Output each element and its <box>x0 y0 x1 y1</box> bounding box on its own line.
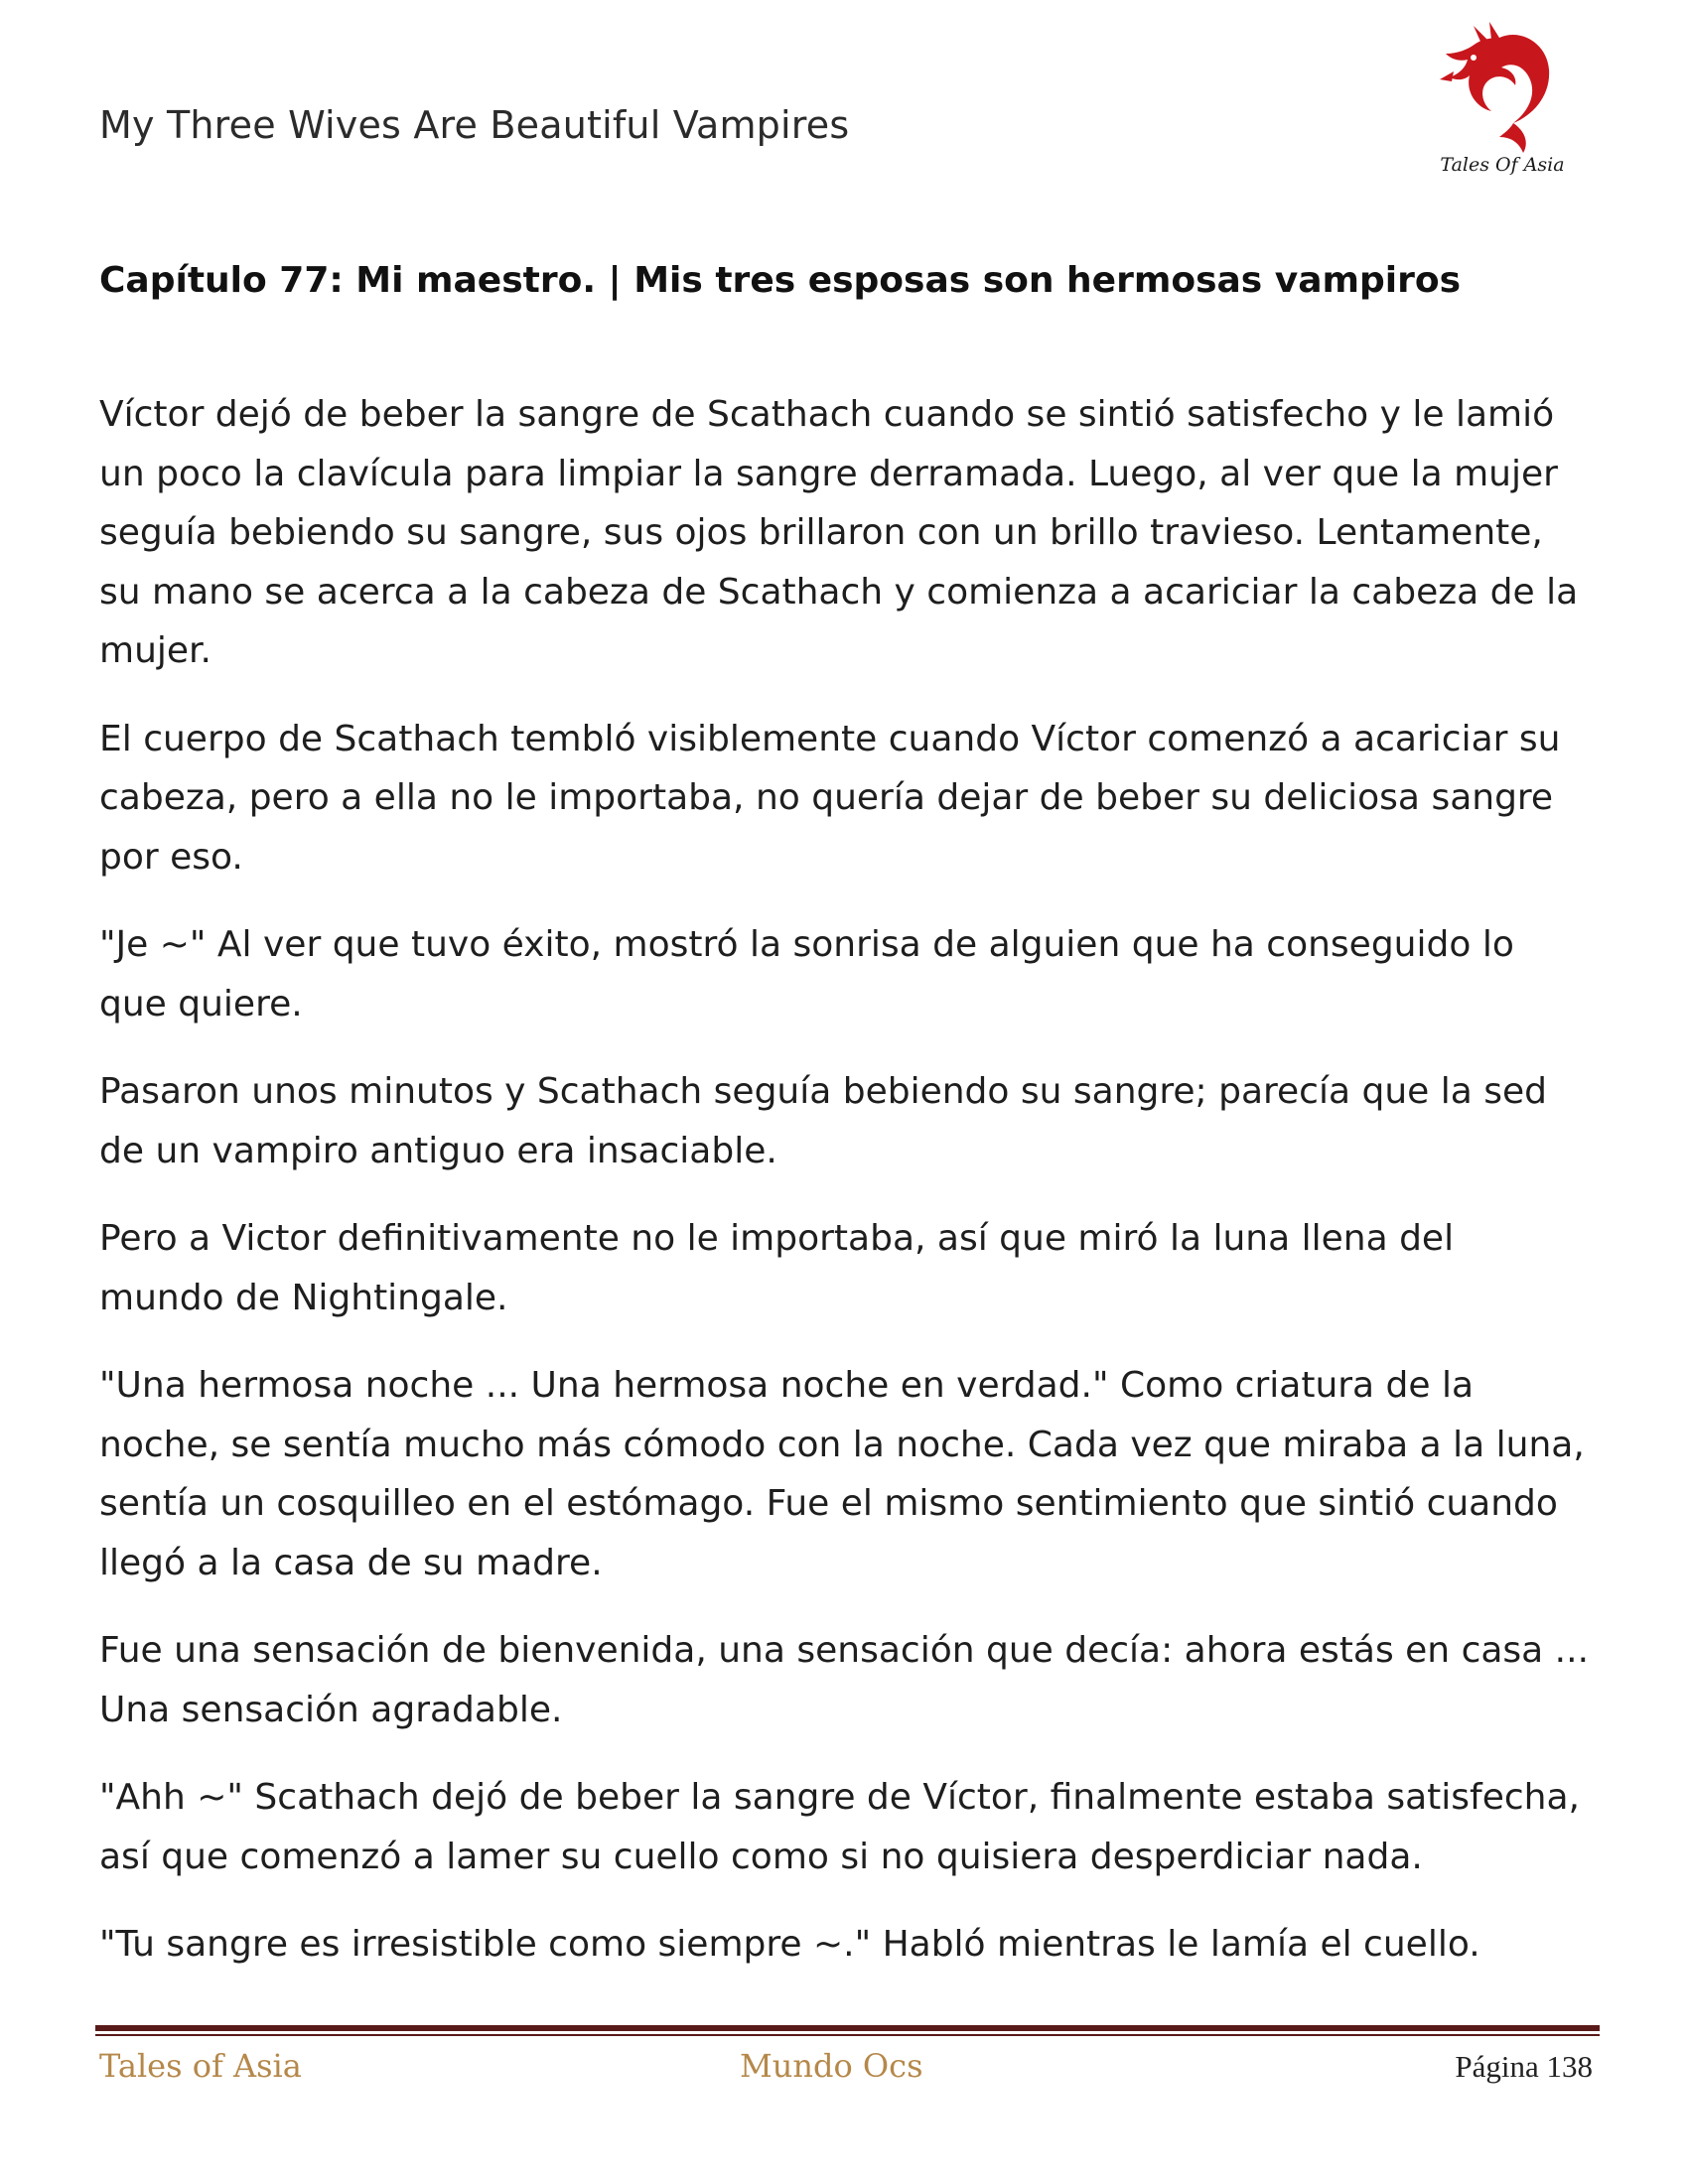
chapter-title: Capítulo 77: Mi maestro. | Mis tres esposas son hermosas vampiros <box>99 260 1462 301</box>
page-number: Página 138 <box>1455 2049 1593 2084</box>
logo-caption: Tales Of Asia <box>1440 154 1565 176</box>
paragraph: "Ahh ~" Scathach dejó de beber la sangre de Víctor, finalmente estaba satisfecha, así que comenzó a lamer su cuello como si no quisiera desperdiciar nada. <box>99 1777 1580 1877</box>
footer-divider-thin <box>95 2034 1600 2036</box>
book-title: My Three Wives Are Beautiful Vampires <box>99 103 850 147</box>
footer-divider <box>95 2025 1600 2031</box>
paragraph: "Una hermosa noche ... Una hermosa noche en verdad." Como criatura de la noche, se sentía mucho más cómodo con la noche. Cada vez que miraba a la luna, sentía un cosquilleo en el estómago. Fue el mismo sentimiento que sintió cuando llegó a la casa de su madre. <box>99 1365 1585 1583</box>
paragraph: "Tu sangre es irresistible como siempre ~." Habló mientras le lamía el cuello. <box>99 1924 1480 1965</box>
paragraph: Pero a Victor definitivamente no le importaba, así que miró la luna llena del mundo de Nightingale. <box>99 1218 1455 1318</box>
footer-site: Mundo Ocs <box>740 2047 923 2085</box>
paragraph: "Je ~" Al ver que tuvo éxito, mostró la sonrisa de alguien que ha conseguido lo que quiere. <box>99 924 1514 1024</box>
paragraph: El cuerpo de Scathach tembló visiblemente cuando Víctor comenzó a acariciar su cabeza, pero a ella no le importaba, no quería dejar de beber su deliciosa sangre por eso. <box>99 718 1561 878</box>
paragraph: Fue una sensación de bienvenida, una sensación que decía: ahora estás en casa ... Una sensación agradable. <box>99 1630 1590 1730</box>
footer-publisher: Tales of Asia <box>99 2047 302 2085</box>
chapter-body <box>99 385 1589 2003</box>
paragraph: Pasaron unos minutos y Scathach seguía bebiendo su sangre; parecía que la sed de un vampiro antiguo era insaciable. <box>99 1071 1547 1171</box>
paragraph: Víctor dejó de beber la sangre de Scathach cuando se sintió satisfecho y le lamió un poco la clavícula para limpiar la sangre derramada. Luego, al ver que la mujer seguía bebiendo su sangre, sus ojos brillaron con un brillo travieso. Lentamente, su mano se acerca a la cabeza de Scathach y comienza a acariciar la cabeza de la mujer. <box>99 394 1579 671</box>
